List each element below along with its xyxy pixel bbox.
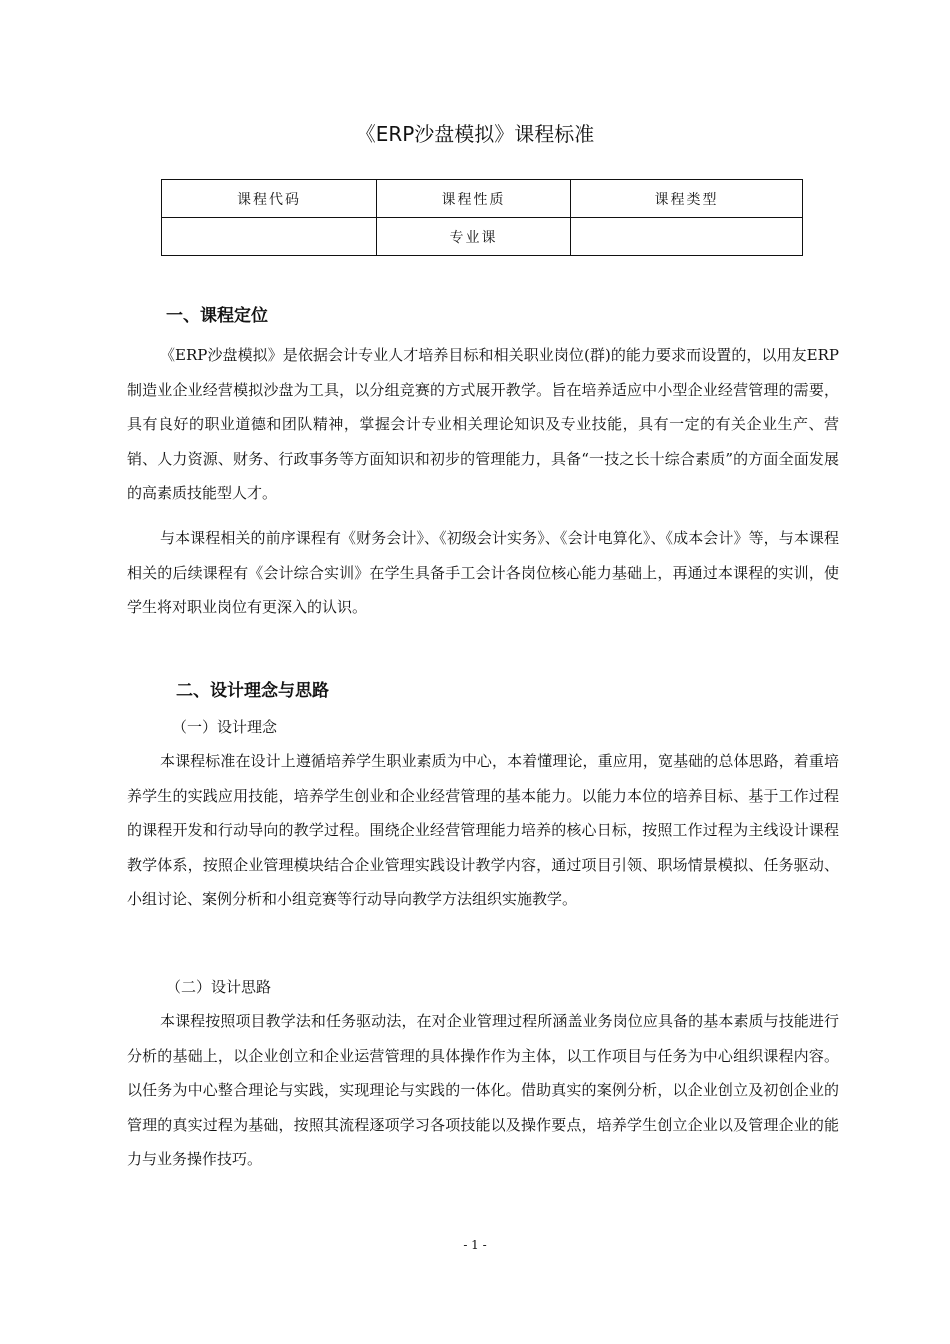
section1-heading: 一、课程定位 xyxy=(166,306,268,326)
document-title: 《ERP沙盘模拟》课程标准 xyxy=(355,122,595,146)
cell-course-nature: 专业课 xyxy=(377,218,571,256)
section2-heading: 二、设计理念与思路 xyxy=(176,681,329,701)
section2-sub2-paragraph: 本课程按照项目教学法和任务驱动法，在对企业管理过程所涵盖业务岗位应具备的基本素质与技能进行分析的基础上，以企业创立和企业运营管理的具体操作作为主体，以工作项目与任务为中心组织课程内容。以任务为中心整合理论与实践，实现理论与实践的一体化。借助真实的案例分析，以企业创立及初创企业的管理的真实过程为基础，按照其流程逐项学习各项技能以及操作要点，培养学生创立企业以及管理企业的能力与业务操作技巧。 xyxy=(127,1012,839,1168)
page-number: - 1 - xyxy=(463,1238,487,1252)
section2-sub1-heading: （一）设计理念 xyxy=(172,718,278,736)
header-course-type: 课程类型 xyxy=(571,180,803,218)
cell-course-type xyxy=(571,218,803,256)
table-header-row xyxy=(162,180,803,218)
section2-sub2-heading: （二）设计思路 xyxy=(166,978,272,996)
header-course-code: 课程代码 xyxy=(162,180,377,218)
section1-paragraph-2: 与本课程相关的前序课程有《财务会计》、《初级会计实务》、《会计电算化》、《成本会计》等，与本课程相关的后续课程有《会计综合实训》在学生具备手工会计各岗位核心能力基础上，再通过本课程的实训，使学生将对职业岗位有更深入的认识。 xyxy=(127,529,839,616)
table-row xyxy=(162,218,803,256)
cell-course-code xyxy=(162,218,377,256)
header-course-nature: 课程性质 xyxy=(377,180,571,218)
section1-paragraph-1: 《ERP沙盘模拟》是依据会计专业人才培养目标和相关职业岗位(群)的能力要求而设置的，以用友ERP制造业企业经营模拟沙盘为工具，以分组竞赛的方式展开教学。旨在培养适应中小型企业经营管理的需要，具有良好的职业道德和团队精神，掌握会计专业相关理论知识及专业技能，具有一定的有关企业生产、营销、人力资源、财务、行政事务等方面知识和初步的管理能力，具备“一技之长十综合素质”的方面全面发展的高素质技能型人才。 xyxy=(127,346,839,502)
course-info-table xyxy=(161,179,803,256)
section2-sub1-paragraph: 本课程标准在设计上遵循培养学生职业素质为中心，本着懂理论，重应用，宽基础的总体思路，着重培养学生的实践应用技能，培养学生创业和企业经营管理的基本能力。以能力本位的培养目标、基于工作过程的课程开发和行动导向的教学过程。围绕企业经营管理能力培养的核心日标，按照工作过程为主线设计课程教学体系，按照企业管理模块结合企业管理实践设计教学内容，通过项目引领、职场情景模拟、任务驱动、小组讨论、案例分析和小组竞赛等行动导向教学方法组织实施教学。 xyxy=(127,752,839,908)
